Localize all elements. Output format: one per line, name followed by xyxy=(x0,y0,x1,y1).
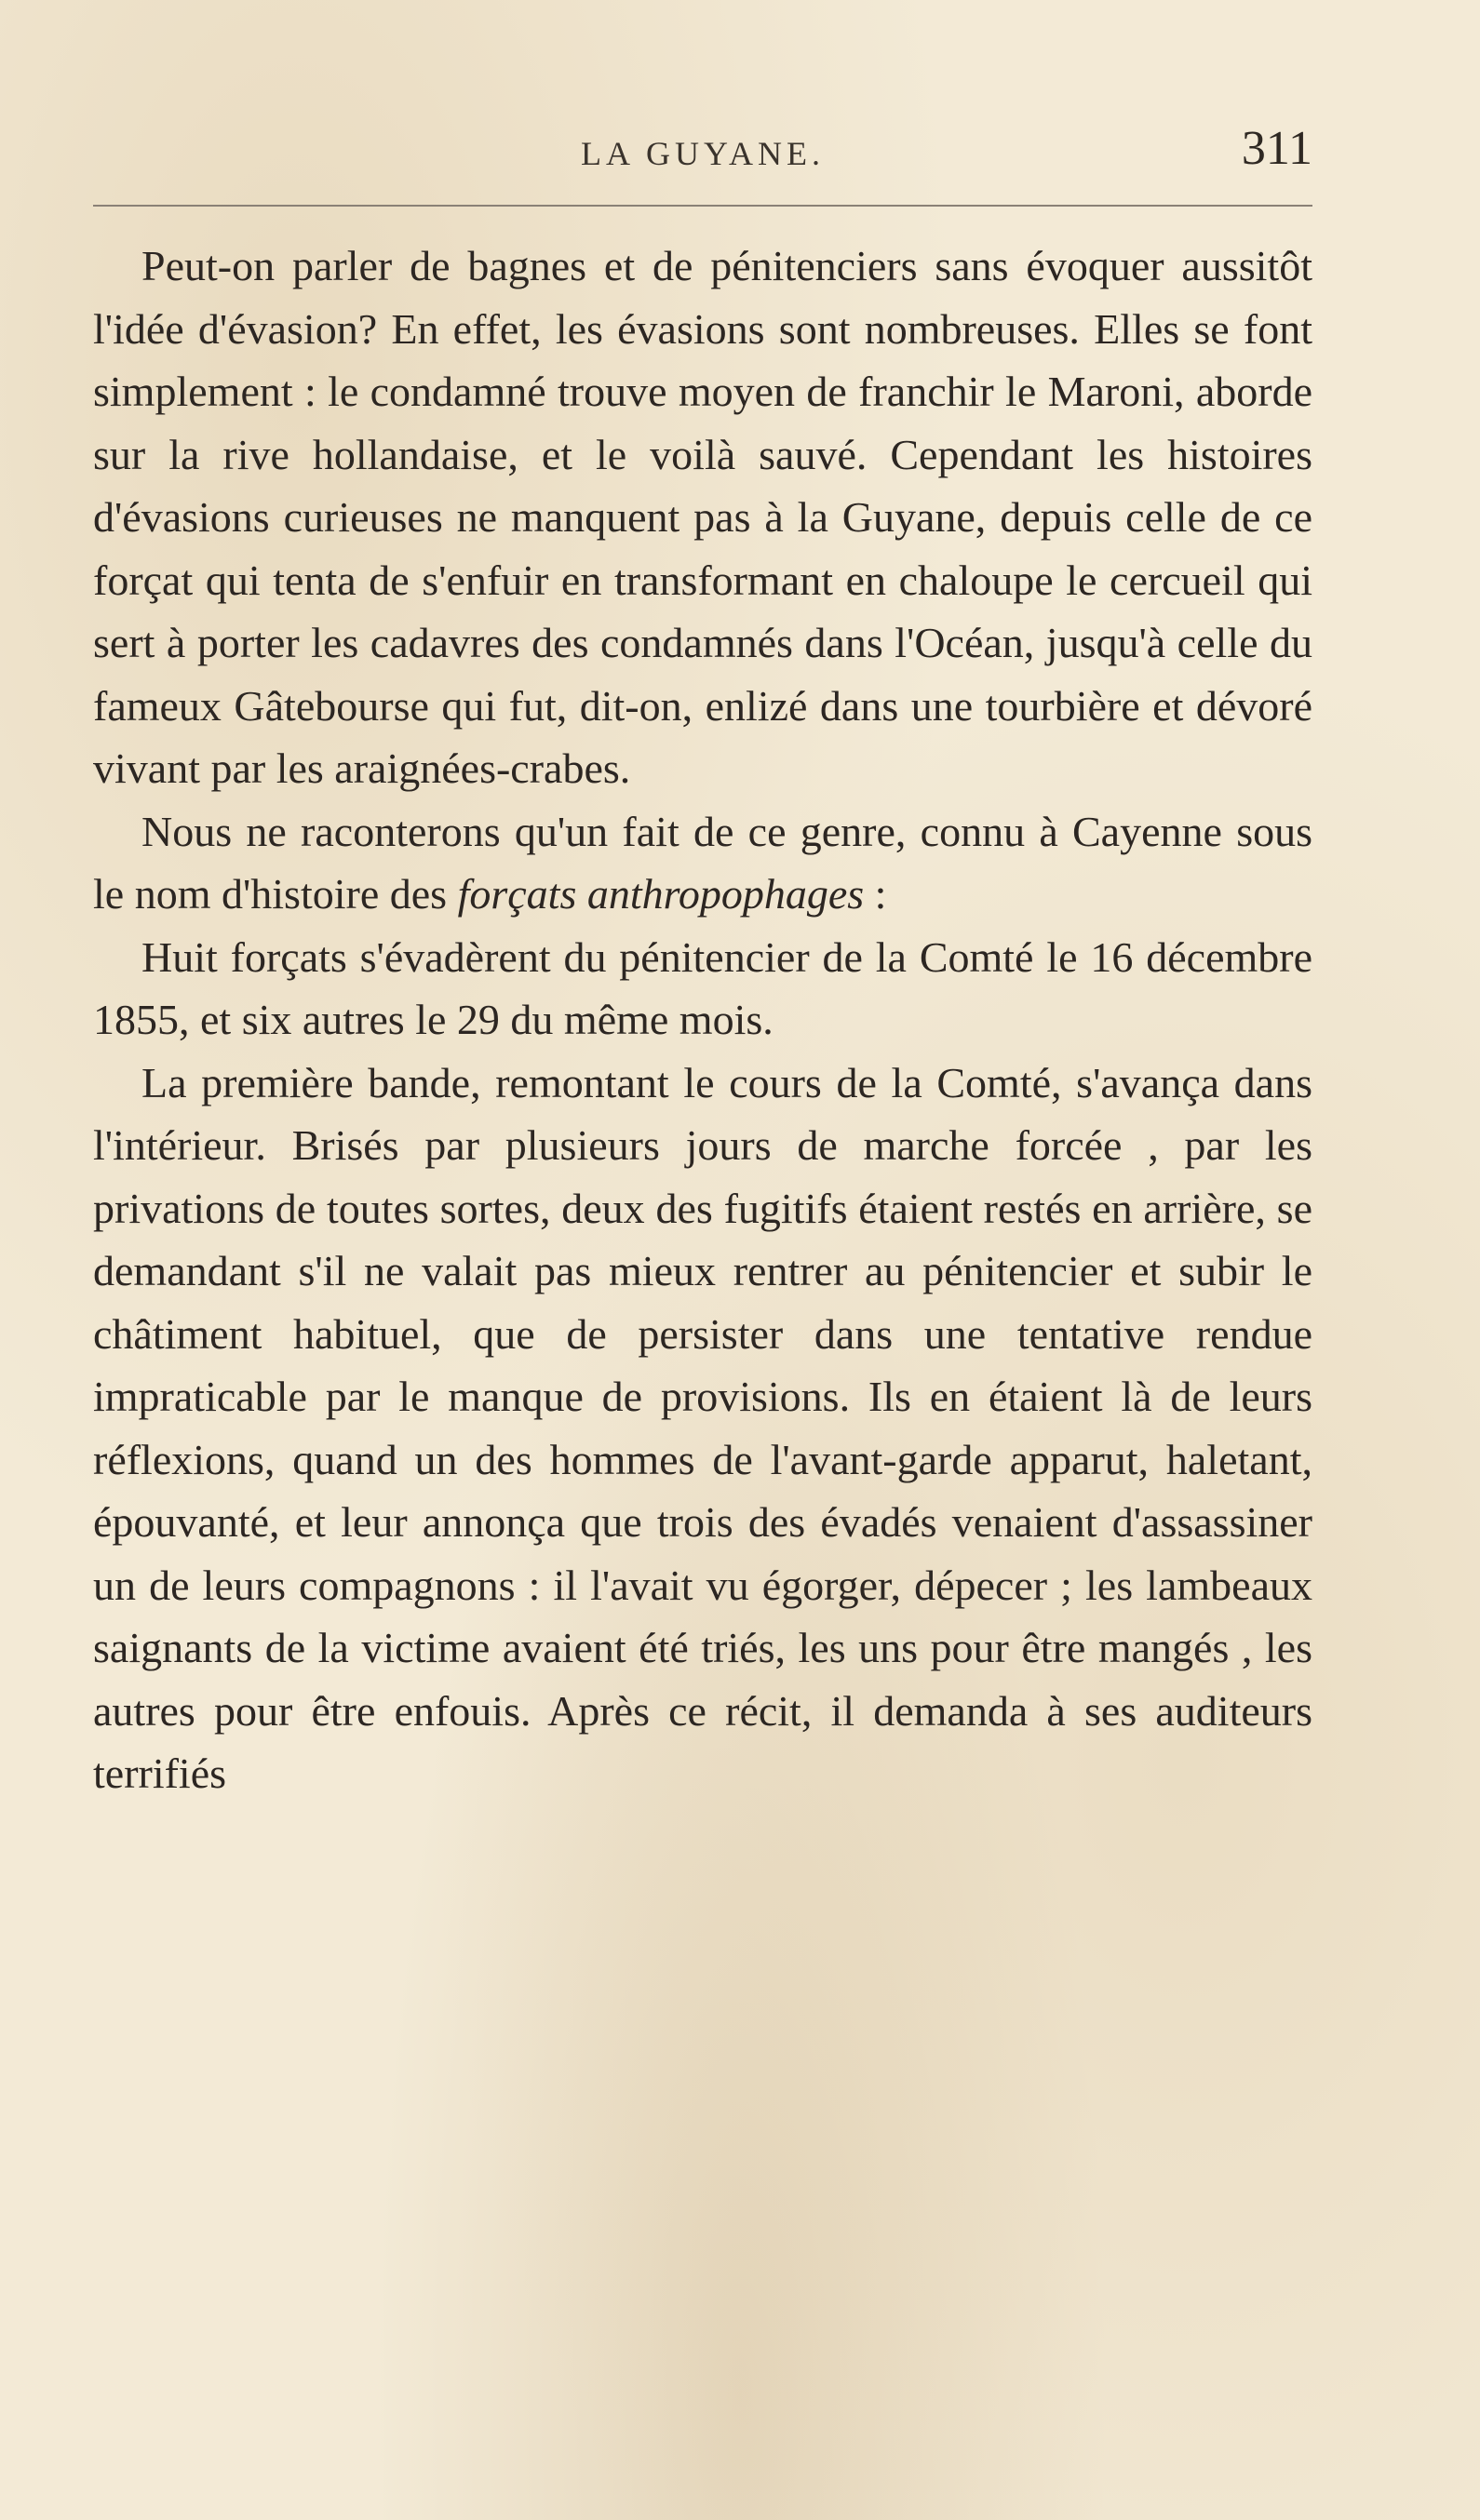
running-head xyxy=(93,121,1312,186)
italic-term: forçats anthropophages xyxy=(457,870,865,918)
body-text xyxy=(93,235,1312,1805)
paragraph-escape-date: Huit forçats s'évadèrent du pénitencier de la Comté le 16 décembre 1855, et six autres le 29 du même mois. xyxy=(93,932,1312,1043)
paragraph-anthropophages-intro xyxy=(93,800,1312,926)
running-title: LA GUYANE. xyxy=(581,135,825,172)
header-rule xyxy=(93,205,1312,207)
page-number: 311 xyxy=(1241,122,1312,175)
paragraph-anthropophages-intro-text: Nous ne raconterons qu'un fait de ce genre, connu à Cayenne sous le nom d'histoire des xyxy=(93,807,1312,918)
paragraph-first-band: La première bande, remontant le cours de la Comté, s'avança dans l'intérieur. Brisés par plusieurs jours de marche forcée , par les privations de toutes sortes, deux des fugitifs étaient restés en arrière, se demandant s'il ne valait pas mieux rentrer au pénitencier et subir le châtiment habituel, que de persister dans une tentative rendue impraticable par le manque de provisions. Ils en étaient là de leurs réflexions, quand un des hommes de l'avant-garde apparut, haletant, épouvanté, et leur annonça que trois des évadés venaient d'assassiner un de leurs compagnons : il l'avait vu égorger, dépecer ; les lambeaux saignants de la victime avaient été triés, les uns pour être mangés , les autres pour être enfouis. Après ce récit, il demanda à ses auditeurs terrifiés xyxy=(93,1058,1312,1797)
paragraph-evasions: Peut-on parler de bagnes et de pénitenciers sans évoquer aussitôt l'idée d'évasion? En effet, les évasions sont nombreuses. Elles se font simplement : le condamné trouve moyen de franchir le Maroni, aborde sur la rive hollandaise, et le voilà sauvé. Cependant les histoires d'évasions curieuses ne manquent pas à la Guyane, depuis celle de ce forçat qui tenta de s'enfuir en transformant en chaloupe le cercueil qui sert à porter les cadavres des condamnés dans l'Océan, jusqu'à celle du fameux Gâtebourse qui fut, dit-on, enlizé dans une tourbière et dévoré vivant par les araignées-crabes. xyxy=(93,242,1312,792)
paragraph-anthropophages-intro-end: : xyxy=(864,870,887,918)
